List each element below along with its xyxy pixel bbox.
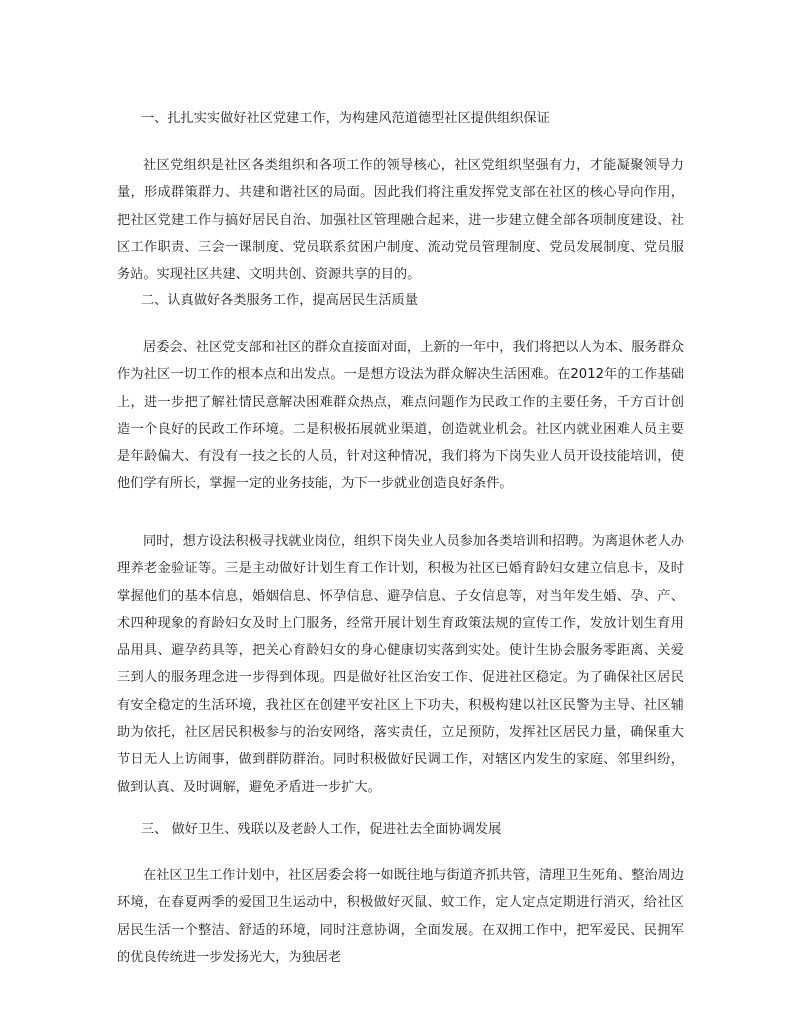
section-1-paragraph-1: 社区党组织是社区各类组织和各项工作的领导核心，社区党组织坚强有力，才能凝聚领导力量，形成群策群力、共建和谐社区的局面。因此我们将注重发挥党支部在社区的核心导向作用，把社区党建工作与搞好居民自治、加强社区管理融合起来，进一步建立健全部各项制度建设、社区工作职责、三会一课制度、党员联系贫困户制度、流动党员管理制度、党员发展制度、党员服务站。实现社区共建、文明共创、资源共享的目的。 [117,158,684,283]
section-2-heading: 二、认真做好各类服务工作，提高居民生活质量 [141,293,418,308]
section-2-paragraph-1: 居委会、社区党支部和社区的群众直接面对面，上新的一年中，我们将把以人为本、服务群众作为社区一切工作的根本点和出发点。一是想方设法为群众解决生活困难。在2012年的工作基础上，进一步把了解社情民意解决困难群众热点，难点问题作为民政工作的主要任务，千方百计创造一个良好的民政工作环境。二是积极拓展就业渠道，创造就业机会。社区内就业困难人员主要是年龄偏大、有没有一技之长的人员，针对这种情况，我们将为下岗失业人员开设技能培训，使他们学有所长，掌握一定的业务技能，为下一步就业创造良好条件。 [117,340,684,492]
section-3-paragraph-1: 在社区卫生工作计划中，社区居委会将一如既往地与街道齐抓共管，清理卫生死角、整治周边环境，在春夏两季的爱国卫生运动中，积极做好灭鼠、蚊工作，定人定点定期进行消灭，给社区居民生活一个整洁、舒适的环境，同时注意协调，全面发展。在双拥工作中，把军爱民、民拥军的优良传统进一步发扬光大，为独居老 [117,868,684,965]
section-1-heading: 一、扎扎实实做好社区党建工作，为构建风范道德型社区提供组织保证 [141,111,550,126]
section-3-heading: 三、 做好卫生、残联以及老龄人工作，促进社去全面协调发展 [141,822,502,837]
section-2-paragraph-2: 同时，想方设法积极寻找就业岗位，组织下岗失业人员参加各类培训和招聘。为离退休老人办理养老金验证等。三是主动做好计划生育工作计划，积极为社区已婚育龄妇女建立信息卡，及时掌握他们的基本信息，婚姻信息、怀孕信息、避孕信息、子女信息等，对当年发生婚、孕、产、术四种现象的育龄妇女及时上门服务，经常开展计划生育政策法规的宣传工作，发放计划生育用品用具、避孕药具等，把关心育龄妇女的身心健康切实落到实处。使计生协会服务零距离、关爱三到人的服务理念进一步得到体现。四是做好社区治安工作、促进社区稳定。为了确保社区居民有安全稳定的生活环境，我社区在创建平安社区上下功夫，积极构建以社区民警为主导、社区辅助为依托，社区居民积极参与的治安网络，落实责任，立足预防，发挥社区居民力量，确保重大节日无人上访闹事，做到群防群治。同时积极做好民调工作，对辖区内发生的家庭、邻里纠纷，做到认真、及时调解，避免矛盾进一步扩大。 [117,534,684,795]
